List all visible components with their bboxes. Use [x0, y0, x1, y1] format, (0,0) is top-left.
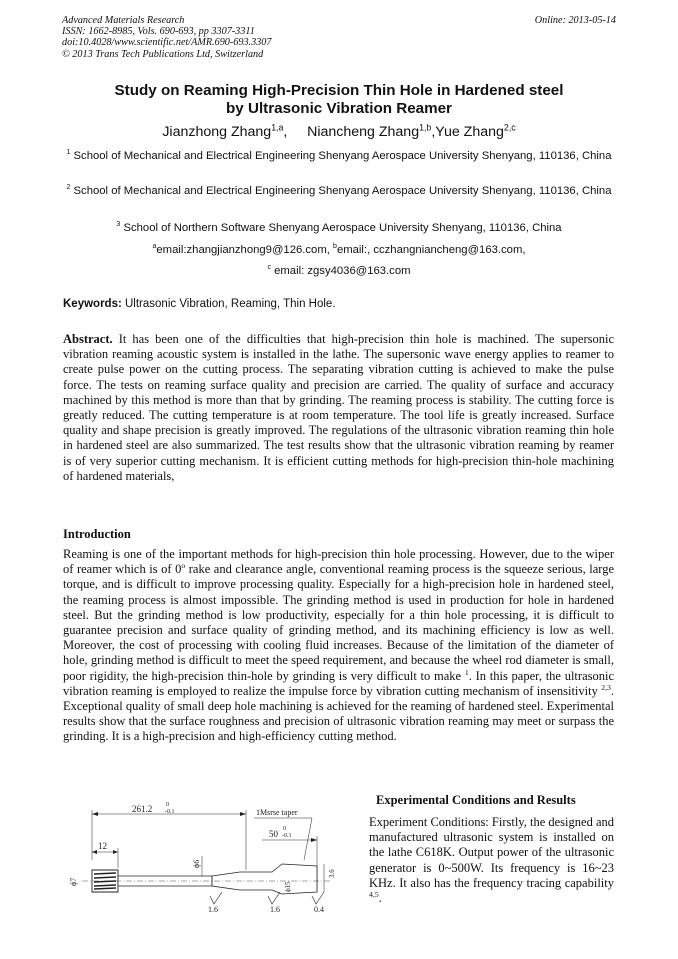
affiliation-1 — [62, 148, 616, 165]
affiliation-3-text: School of Northern Software Shenyang Aerospace University Shenyang, 110136, China — [123, 222, 562, 234]
abstract-text: It has been one of the difficulties that high-precision thin hole is machined. The supersonic vibration reaming acoustic system is installed in the lathe. The supersonic wave energy applies to reamer to create pulse power on the cutting process. The separating vibration cutting is achieved to make the pulse force. The tests on reaming surface quality and precision are carried. The quality of surface and accuracy machined by this method is more than that by grinding. The reaming process is stability. The cutting force is greatly reduced. The cutting temperature is at room temperature. The tool life is greatly increased. Surface quality and shape precision is greatly improved. The regulations of the ultrasonic vibration reaming thin hole in hardened steel are also summarized. The test results show that the ultrasonic vibration reaming by reamer is of very superior cutting mechanism. It is efficient cutting methods for high-precision thin-hole machining of hardened materials, — [63, 332, 614, 483]
abstract — [63, 332, 614, 484]
degree-sup: o — [181, 561, 186, 571]
affiliation-3-sup: 3 — [116, 221, 121, 229]
title-line-2: by Ultrasonic Vibration Reamer — [226, 100, 452, 117]
roughness-1: 1.6 — [208, 905, 218, 914]
author-list: Jianzhong Zhang$^{1,a}$, Niancheng Zhang$^{1,b}$,Yue Zhang$^{2,c}$ — [162, 122, 516, 140]
roughness-2: 1.6 — [270, 905, 280, 914]
dim-total: 261.2 — [132, 804, 153, 814]
title-line-1: Study on Reaming High-Precision Thin Hole in Hardened steel — [114, 82, 564, 99]
roughness-symbol-1 — [210, 892, 222, 904]
dim-12: 12 — [98, 841, 107, 851]
experimental-heading: Experimental Conditions and Results — [376, 793, 576, 807]
dia-6: ϕ6 — [192, 859, 201, 868]
intro-part-2: rake and clearance angle, conventional reaming process is the squeeze serious, large torque, and is difficult to improve processing quality. Especially for a high-precision hole in hardened steel, the reaming process is almost impossible. The grinding method is used in production for hole in hardened steel. But the grinding method is low productivity, especially for a thin hole processing, it is difficult to guarantee precision and surface quality of grinding method, and its machining efficiency is low as well. Moreover, the cost of processing with cooling fluid increases. Because of the limitation of the diameter of hole, grinding method is difficult to meet the speed requirement, and because the wheel rod diameter is small, poor rigidity, the high-precision thin-hole by grinding is very difficult to make — [63, 562, 615, 683]
journal-header — [62, 15, 616, 60]
author-1-sup: 1,a — [271, 122, 284, 133]
email-c-sup: c — [267, 264, 271, 272]
journal-issn: ISSN: 1662-8985, Vols. 690-693, pp 3307-3311 — [62, 26, 255, 38]
author-2: Niancheng Zhang — [307, 124, 420, 140]
arrow-12-left — [92, 850, 97, 854]
reamer-drawing — [62, 800, 362, 920]
arrow-total-right — [240, 812, 246, 816]
affiliation-2-text: School of Mechanical and Electrical Engineering Shenyang Aerospace University Shenyang, 110136, China — [73, 185, 612, 197]
introduction-body — [63, 547, 614, 745]
author-2-sup: 1,b — [419, 122, 432, 133]
affiliation-1-text: School of Mechanical and Electrical Engineering Shenyang Aerospace University Shenyang, 110136, China — [73, 150, 612, 162]
email-a-sup: a — [152, 243, 157, 251]
abstract-label: Abstract. — [63, 332, 113, 346]
tol-total-low: -0.1 — [165, 809, 175, 815]
roughness-symbol-2 — [268, 892, 280, 904]
keywords — [63, 298, 336, 310]
experimental-body — [369, 815, 614, 906]
arrow-12-right — [113, 850, 118, 854]
email-line-1 — [62, 242, 616, 259]
ref-4-5-sup: 4,5 — [369, 889, 379, 899]
experimental-end: . — [378, 891, 382, 906]
author-3-sup: 2,c — [503, 122, 516, 133]
email-a[interactable]: email:zhangjianzhong9@126.com, — [156, 244, 330, 256]
affiliation-3 — [62, 220, 616, 237]
intro-part-3: . In this paper, the ultrasonic vibration reaming is employed to realize the impulse force by vibration cutting mechanism of insensitivity — [63, 668, 614, 698]
arrow-50 — [311, 838, 317, 842]
affiliation-2 — [62, 183, 616, 200]
dia-7: ϕ7 — [69, 877, 78, 886]
roughness-symbol-3 — [312, 892, 324, 904]
intro-part-4: . Exceptional quality of small deep hole machining is achieved for the reaming of hardened steel. Experimental results show that the surface roughness and precision of ultrasonic vibration reaming may meet or surpass the grinding. It is a high-precision and high-efficiency cutting method. — [63, 683, 615, 744]
author-1: Jianzhong Zhang — [162, 124, 272, 140]
tol-total-up: 0 — [166, 802, 169, 808]
tol-50-up: 0 — [283, 826, 286, 832]
tol-50-low: -0.1 — [282, 833, 292, 839]
keywords-label: Keywords: — [63, 298, 122, 310]
email-c[interactable]: email: zgsy4036@163.com — [274, 265, 411, 277]
experimental-text: Experiment Conditions: Firstly, the designed and manufactured ultrasonic system is installed on the lathe C618K. Output power of the ultrasonic generator is 0~500W. Its frequency is 16~23 KHz. It also has the frequency tracing capability — [369, 815, 614, 890]
ref-2-3-sup: 2,3 — [601, 682, 611, 692]
affiliation-1-sup: 1 — [66, 149, 71, 157]
affiliation-2-sup: 2 — [66, 184, 71, 192]
intro-part-1: Reaming is one of the important methods for high-precision thin hole processing. However, due to the wiper of reamer which is of 0 — [63, 547, 614, 577]
online-date: Online: 2013-05-14 — [534, 15, 616, 26]
journal-name: Advanced Materials Research — [62, 15, 185, 26]
journal-copyright: © 2013 Trans Tech Publications Ltd, Switzerland — [62, 48, 264, 60]
ref-1-sup: 1 — [464, 667, 469, 677]
arrow-total-left — [92, 812, 98, 816]
dim-50: 50 — [269, 829, 278, 839]
roughness-3: 0.4 — [314, 905, 324, 914]
taper-leader-2 — [304, 818, 312, 860]
email-b[interactable]: email:, cczhangniancheng@163.com, — [336, 244, 526, 256]
journal-doi: doi:10.4028/www.scientific.net/AMR.690-693.3307 — [62, 37, 272, 49]
keywords-text: Ultrasonic Vibration, Reaming, Thin Hole. — [125, 298, 336, 310]
email-b-sup: b — [333, 243, 337, 251]
author-3: Yue Zhang — [435, 124, 504, 140]
taper-label: 1Msrse taper — [256, 808, 298, 817]
reamer-taper — [212, 864, 317, 894]
introduction-heading: Introduction — [63, 527, 131, 541]
dia-36: 3.6 — [328, 869, 336, 878]
email-line-2 — [62, 263, 616, 280]
dia-15: ϕ15 — [284, 881, 292, 892]
paper-title — [0, 82, 678, 118]
